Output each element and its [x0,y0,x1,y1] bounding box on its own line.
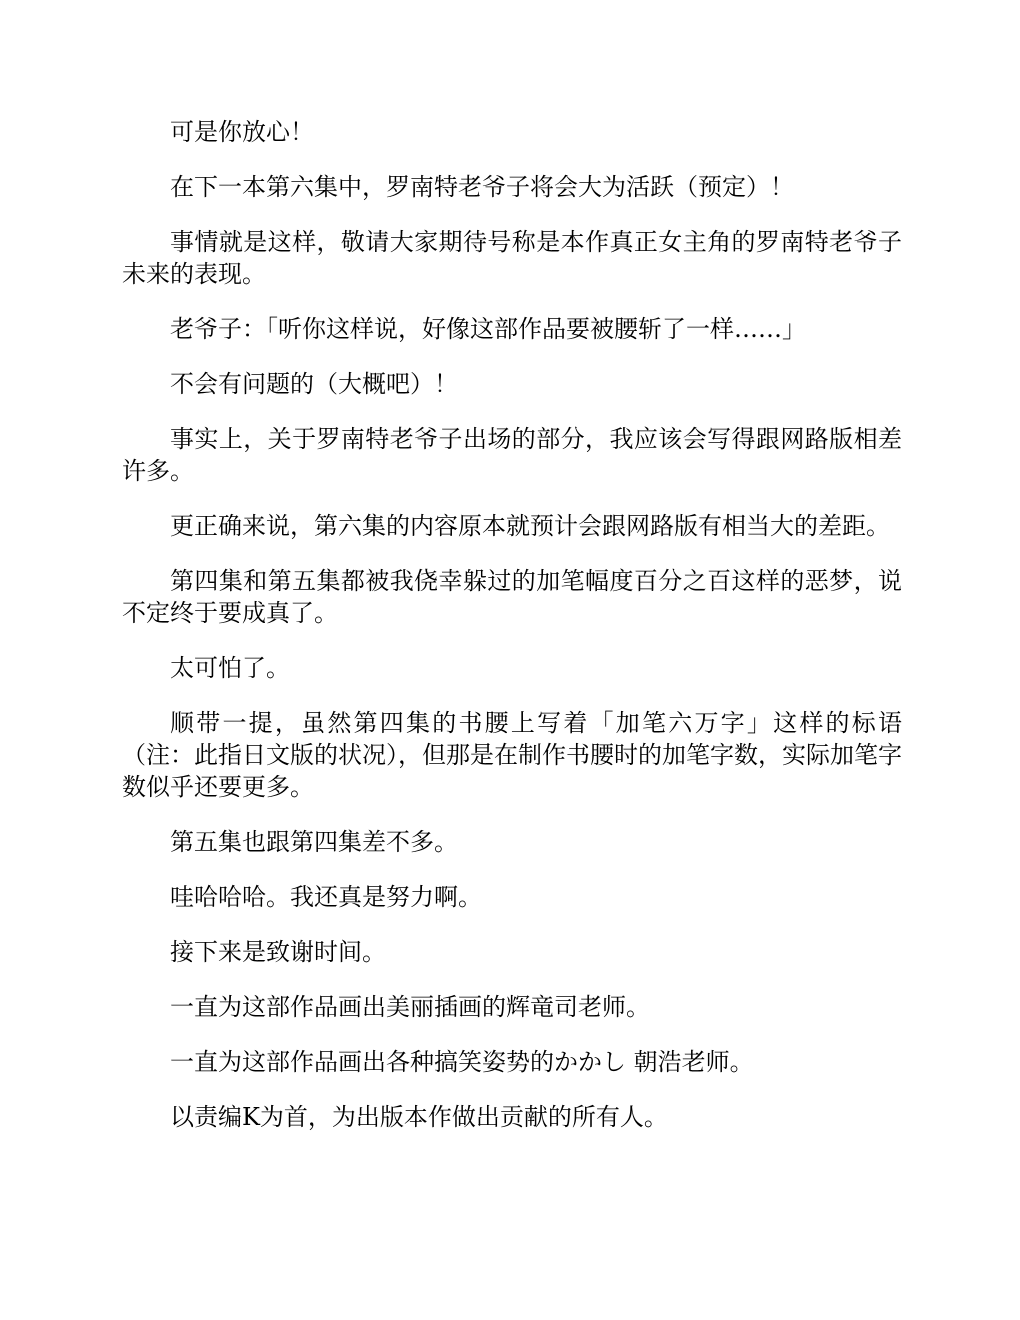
paragraph-7: 更正确来说，第六集的内容原本就预计会跟网路版有相当大的差距。 [170,512,890,540]
paragraph-8: 第四集和第五集都被我侥幸躲过的加笔幅度百分之百这样的恶梦，说不定终于要成真了。 [122,567,902,627]
paragraph-2: 在下一本第六集中，罗南特老爷子将会大为活跃（预定）！ [170,173,794,201]
paragraph-3: 事情就是这样，敬请大家期待号称是本作真正女主角的罗南特老爷子未来的表现。 [122,228,902,288]
paragraph-11: 第五集也跟第四集差不多。 [170,828,458,856]
paragraph-5: 不会有问题的（大概吧）！ [170,370,458,398]
paragraph-10: 顺带一提，虽然第四集的书腰上写着「加笔六万字」这样的标语（注：此指日文版的状况），但那是在制作书腰时的加笔字数，实际加笔字数似乎还要更多。 [122,709,902,801]
paragraph-1: 可是你放心！ [170,118,314,146]
paragraph-12: 哇哈哈哈。我还真是努力啊。 [170,883,482,911]
paragraph-15: 一直为这部作品画出各种搞笑姿势的かかし 朝浩老师。 [170,1048,754,1076]
document-page [122,116,902,1156]
paragraph-6: 事实上，关于罗南特老爷子出场的部分，我应该会写得跟网路版相差许多。 [122,425,902,485]
paragraph-14: 一直为这部作品画出美丽插画的辉竜司老师。 [170,993,650,1021]
paragraph-13: 接下来是致谢时间。 [170,938,386,966]
paragraph-16: 以责编K为首，为出版本作做出贡献的所有人。 [170,1103,668,1131]
paragraph-9: 太可怕了。 [170,654,290,682]
paragraph-4: 老爷子：「听你这样说，好像这部作品要被腰斩了一样……」 [170,315,806,343]
